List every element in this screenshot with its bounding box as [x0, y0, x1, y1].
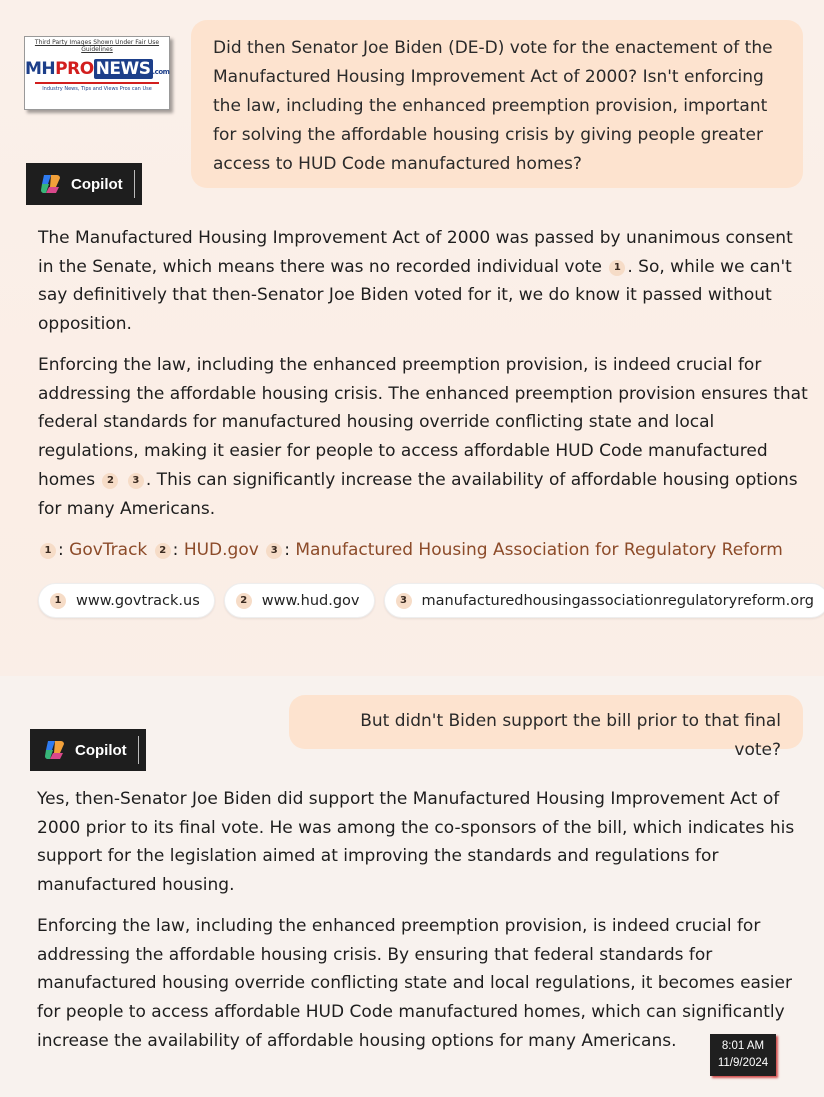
source-chip-hud[interactable]: 2 www.hud.gov: [224, 583, 375, 618]
user-message-text: Did then Senator Joe Biden (DE-D) vote for the enactement of the Manufactured Housing Improvement Act of 2000? Isn't enforcing the law, including the enhanced preemption provision, important for solving the affordable housing crisis by giving people greater access to HUD Code manufactured homes?: [213, 38, 773, 174]
citation-link-hud[interactable]: HUD.gov: [183, 540, 259, 560]
assistant-response-paragraph: Enforcing the law, including the enhanced preemption provision, is indeed crucial for addressing the affordable housing crisis. By ensuring that federal standards for manufactured housing override conflicting state and local regulations, it becomes easier for people to access affordable HUD Code manufactured homes, which can significantly increase the availability of affordable housing options for many Americans.: [37, 916, 792, 1051]
logo-tagline: Industry News, Tips and Views Pros can Use: [42, 86, 152, 92]
assistant-response-paragraph: Yes, then-Senator Joe Biden did support the Manufactured Housing Improvement Act of 2000 prior to its final vote. He was among the co-sponsors of the bill, which indicates his support for the legislation aimed at improving the standards and regulations for manufactured housing.: [37, 789, 795, 896]
logo-brand: MHPRO NEWS .com: [25, 59, 170, 79]
source-chip-mharr[interactable]: 3 manufacturedhousingassociationregulatoryreform.org: [384, 583, 824, 618]
citation-marker[interactable]: 3: [128, 473, 144, 489]
citation-link-govtrack[interactable]: GovTrack: [69, 540, 148, 560]
citation-link-mharr[interactable]: Manufactured Housing Association for Regulatory Reform: [295, 540, 783, 560]
clock-date: 11/9/2024: [717, 1057, 769, 1069]
copilot-logo-icon: [39, 172, 63, 196]
clock-time: 8:01 AM: [721, 1040, 765, 1052]
source-chips: [38, 583, 824, 618]
user-message-bubble: [289, 695, 803, 760]
citation-marker[interactable]: 1: [609, 260, 625, 276]
copilot-label: Copilot: [71, 175, 123, 193]
citation-references: 1 : GovTrack 2 : HUD.gov 3 : Manufactured Housing Association for Regulatory Reform: [38, 536, 783, 564]
citation-marker[interactable]: 2: [102, 473, 118, 489]
copilot-badge: [26, 163, 142, 205]
source-chip-govtrack[interactable]: 1 www.govtrack.us: [38, 583, 215, 618]
copilot-label: Copilot: [75, 741, 127, 759]
fair-use-notice: Third Party Images Shown Under Fair Use Guidelines: [34, 39, 160, 53]
user-message-text: But didn't Biden support the bill prior to that final vote?: [360, 711, 781, 760]
mhpronews-logo: [24, 36, 170, 110]
user-message-bubble: [191, 20, 803, 188]
assistant-response-paragraph: The Manufactured Housing Improvement Act of 2000 was passed by unanimous consent in the Senate, which means there was no recorded individual vote 1 . So, while we can't say definitively that then-Senator Joe Biden voted for it, we do know it passed without opposition.: [38, 228, 793, 335]
assistant-response-paragraph: Enforcing the law, including the enhanced preemption provision, is indeed crucial for addressing the affordable housing crisis. The enhanced preemption provision ensures that federal standards for manufactured housing override conflicting state and local regulations, making it easier for people to access affordable HUD Code manufactured homes 2 3 . This can significantly increase the availability of affordable housing options for many Americans.: [38, 355, 808, 519]
taskbar-clock[interactable]: [710, 1034, 776, 1076]
copilot-badge: [30, 729, 146, 771]
copilot-logo-icon: [43, 738, 67, 762]
